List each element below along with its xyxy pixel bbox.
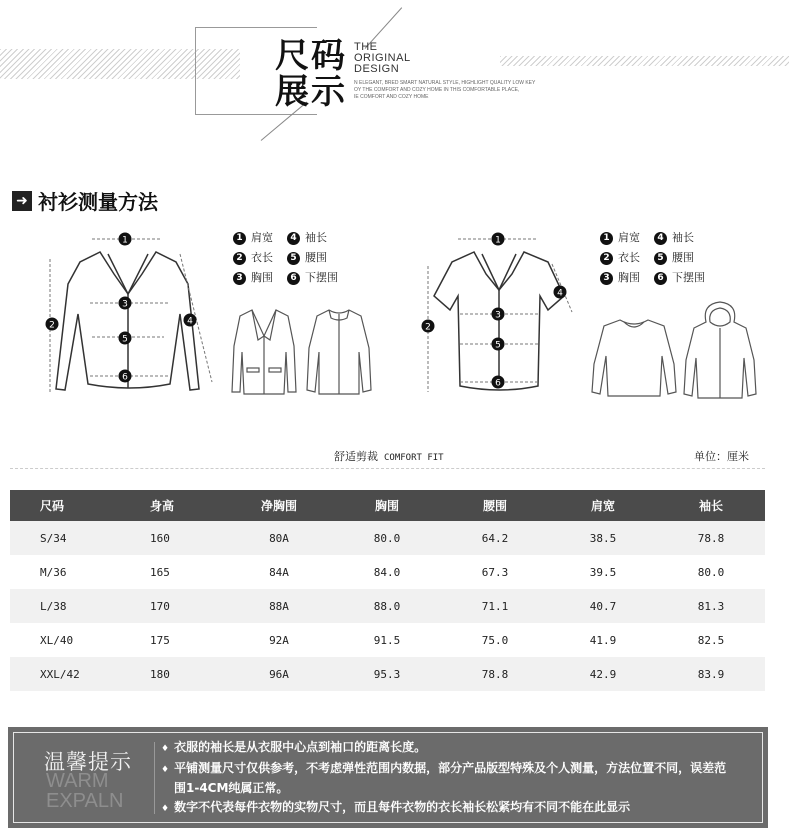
cell: 96A — [269, 667, 289, 681]
cell: L/38 — [40, 599, 67, 613]
col-header: 肩宽 — [590, 499, 615, 513]
col-header: 净胸围 — [260, 499, 297, 513]
en-line-3: DESIGN — [354, 63, 400, 75]
col-header: 袖长 — [698, 499, 723, 513]
svg-text:3: 3 — [495, 310, 501, 321]
cell: 82.5 — [697, 633, 725, 647]
cell: XXL/42 — [40, 667, 80, 681]
legend-number: 6 — [287, 272, 300, 285]
legend-label: 腰围 — [672, 251, 694, 264]
header-stripe-right — [500, 56, 789, 66]
header-tagline: N ELEGANT, BRED SMART NATURAL STYLE, HIGHLIGHT QUALITY LOW KEY OY THE COMFORT AND COZY HOME IN THIS COMFORTABLE PLACE, IE COMFORT AND COZY HOME — [354, 80, 536, 100]
cell: XL/40 — [40, 633, 74, 647]
legend-item — [654, 228, 708, 248]
svg-text:5: 5 — [495, 340, 501, 351]
blazer-illustration — [228, 306, 300, 398]
legend-label: 腰围 — [305, 251, 327, 264]
legend-item — [287, 228, 341, 248]
warm-tips-list — [174, 738, 734, 819]
col-header: 身高 — [150, 499, 175, 513]
en-line-1: THE — [354, 41, 378, 53]
cell: 42.9 — [589, 667, 617, 681]
legend-label: 衣长 — [251, 251, 273, 264]
cell: 84.0 — [373, 565, 401, 579]
cell: S/34 — [40, 531, 67, 545]
legend-item — [233, 248, 287, 268]
table-row — [10, 657, 765, 691]
cell: 165 — [150, 565, 170, 579]
tip-item: ♦ 平铺测量尺寸仅供参考，不考虑弹性范围内数据，部分产品版型特殊及个人测量，方法位置不同，误差范围1-4CM纯属正常。 — [174, 759, 734, 797]
svg-text:4: 4 — [557, 288, 563, 299]
cell: 180 — [150, 667, 170, 681]
cell: 88A — [269, 599, 289, 613]
legend-number: 3 — [233, 272, 246, 285]
cell: 67.3 — [481, 565, 509, 579]
cell: 95.3 — [373, 667, 401, 681]
cell: 160 — [150, 531, 170, 545]
cell: 91.5 — [373, 633, 401, 647]
fit-label — [334, 448, 444, 464]
svg-text:4: 4 — [187, 316, 193, 327]
warm-tips-en-line2: EXPALN — [46, 790, 124, 812]
svg-text:2: 2 — [49, 320, 55, 331]
cell: 40.7 — [589, 599, 617, 613]
legend-number: 1 — [233, 232, 246, 245]
table-row — [10, 521, 765, 555]
page-title — [275, 38, 347, 110]
warm-tips-en-line1: WARM — [46, 770, 109, 792]
cell: M/36 — [40, 565, 67, 579]
table-row — [10, 589, 765, 623]
arrow-right-icon: ➜ — [12, 191, 32, 211]
diagram-markers — [422, 233, 567, 389]
legend-label: 下摆围 — [672, 271, 705, 284]
size-table — [10, 490, 765, 691]
page-title-line1: 尺码 — [275, 36, 347, 76]
cell: 81.3 — [697, 599, 725, 613]
cell: 78.8 — [481, 667, 509, 681]
cell: 39.5 — [589, 565, 617, 579]
warm-tips-divider — [154, 742, 155, 814]
legend-item — [600, 268, 654, 288]
warm-tips-title: 温馨提示 — [44, 750, 132, 774]
cell: 175 — [150, 633, 170, 647]
table-row — [10, 623, 765, 657]
divider — [10, 468, 765, 469]
legend-item — [233, 228, 287, 248]
tip-item: ♦ 数字不代表每件衣物的实物尺寸，而且每件衣物的衣长袖长松紧均有不同不能在此显示 — [174, 798, 734, 818]
svg-text:6: 6 — [122, 372, 128, 383]
short-sleeve-shirt-diagram — [412, 224, 582, 404]
legend-label: 衣长 — [618, 251, 640, 264]
legend-label: 肩宽 — [251, 231, 273, 244]
cell: 170 — [150, 599, 170, 613]
table-header — [10, 490, 765, 521]
legend-item — [287, 268, 341, 288]
cell: 64.2 — [481, 531, 509, 545]
svg-text:5: 5 — [122, 334, 128, 345]
legend-label: 胸围 — [618, 271, 640, 284]
legend-label: 胸围 — [251, 271, 273, 284]
legend-label: 下摆围 — [305, 271, 338, 284]
legend-item — [600, 248, 654, 268]
section-title: 衬衫测量方法 — [38, 190, 158, 214]
legend-number: 3 — [600, 272, 613, 285]
svg-text:6: 6 — [495, 378, 501, 389]
legend-number: 4 — [287, 232, 300, 245]
cell: 75.0 — [481, 633, 509, 647]
table-row — [10, 555, 765, 589]
legend-label: 肩宽 — [618, 231, 640, 244]
legend-label: 袖长 — [672, 231, 694, 244]
cell: 80A — [269, 531, 289, 545]
cell: 71.1 — [481, 599, 509, 613]
cell: 80.0 — [697, 565, 725, 579]
legend-item — [233, 268, 287, 288]
page-subtitle-en — [354, 42, 411, 75]
section-heading — [12, 186, 158, 215]
col-header: 胸围 — [374, 499, 399, 513]
legend-item — [654, 268, 708, 288]
cell: 80.0 — [373, 531, 401, 545]
legend-number: 4 — [654, 232, 667, 245]
legend-number: 2 — [233, 252, 246, 265]
warm-tips-title-en — [46, 771, 123, 811]
legend-item — [600, 228, 654, 248]
cell: 78.8 — [697, 531, 725, 545]
en-line-2: ORIGINAL — [354, 52, 411, 64]
svg-text:2: 2 — [425, 322, 431, 333]
legend-left — [233, 228, 353, 288]
page-title-line2: 展示 — [275, 72, 347, 112]
sweater-illustration — [590, 316, 678, 400]
svg-text:1: 1 — [495, 235, 501, 246]
cell: 38.5 — [589, 531, 617, 545]
legend-item — [654, 248, 708, 268]
tip-item: ♦ 衣服的袖长是从衣服中心点到袖口的距离长度。 — [174, 738, 734, 758]
cell: 84A — [269, 565, 289, 579]
cell: 41.9 — [589, 633, 617, 647]
hoodie-illustration — [680, 300, 760, 400]
legend-label: 袖长 — [305, 231, 327, 244]
legend-item — [287, 248, 341, 268]
legend-right — [600, 228, 720, 288]
legend-number: 5 — [287, 252, 300, 265]
legend-number: 5 — [654, 252, 667, 265]
svg-text:3: 3 — [122, 299, 128, 310]
cell: 88.0 — [373, 599, 401, 613]
fit-label-cn: 舒适剪裁 — [334, 450, 378, 463]
jacket-illustration — [303, 306, 375, 398]
col-header: 尺码 — [40, 499, 65, 513]
cell: 92A — [269, 633, 289, 647]
unit-label: 单位：厘米 — [694, 450, 749, 463]
col-header: 腰围 — [482, 499, 507, 513]
long-sleeve-shirt-diagram — [30, 224, 225, 404]
legend-number: 6 — [654, 272, 667, 285]
fit-label-en: COMFORT FIT — [384, 453, 444, 463]
legend-number: 2 — [600, 252, 613, 265]
legend-number: 1 — [600, 232, 613, 245]
cell: 83.9 — [697, 667, 725, 681]
svg-text:1: 1 — [122, 235, 128, 246]
